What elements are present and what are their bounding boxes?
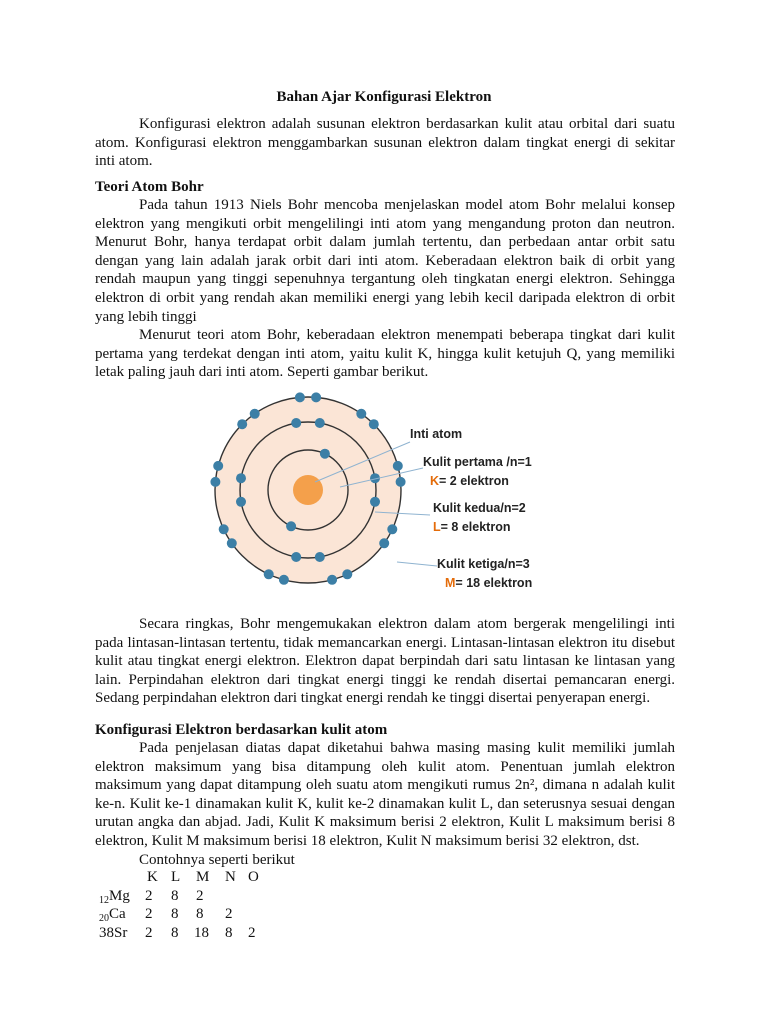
label-l-electrons (433, 520, 510, 534)
electron-shell-3 (396, 477, 406, 487)
cell-l: 8 (171, 887, 179, 904)
electron-shell-3 (237, 419, 247, 429)
header-m: M (196, 869, 210, 885)
electron-shell-2 (236, 473, 246, 483)
configuration-paragraphs (95, 739, 675, 869)
configuration-paragraph-1: Pada penjelasan diatas dapat diketahui bahwa masing masing kulit memiliki jumlah elektron maksimum yang bisa ditampung oleh kulit atom. Penentuan jumlah elektron maksimum yang dapat ditampung oleh suatu atom mengikuti rumus 2n², dimana n adalah kulit ke-n. Kulit ke-1 dinamakan kulit K, kulit ke-2 dinamakan kulit L, dan seterusnya sesuai dengan urutan angka dan abjad. Jadi, Kulit K maksimum berisi 2 elektron, Kulit L maksimum berisi 8 elektron, Kulit M maksimum berisi 18 elektron, Kulit N maksimum berisi 32 elektron, dst. (95, 740, 675, 849)
pointer-line-m (397, 562, 437, 566)
section-heading-bohr: Teori Atom Bohr (95, 179, 204, 195)
electron-shell-3 (369, 419, 379, 429)
label-k-electrons (430, 474, 509, 488)
label-nucleus: Inti atom (410, 427, 463, 441)
k-count: = 2 elektron (439, 474, 509, 488)
letter-m: M (445, 576, 456, 590)
electron-shell-2 (291, 418, 301, 428)
cell-k: 2 (145, 924, 153, 941)
cell-k: 2 (145, 887, 153, 904)
cell-k: 2 (145, 906, 153, 923)
cell-n: 2 (225, 906, 233, 923)
letter-l: L (433, 520, 441, 534)
electron-shell-3 (311, 392, 321, 402)
label-m-shell: Kulit ketiga/n=3 (437, 557, 530, 571)
electron-shell-3 (279, 575, 289, 585)
label-m-electrons (445, 576, 532, 590)
electron-shell-2 (315, 552, 325, 562)
electron-shell-3 (342, 569, 352, 579)
header-l: L (171, 869, 181, 885)
bohr-paragraph-1: Pada tahun 1913 Niels Bohr mencoba menjelaskan model atom Bohr melalui konsep elektron yang mengikuti orbit mengelilingi inti atom yang mengandung proton dan neutron. Menurut Bohr, hanya terdapat orbit dalam jumlah tertentu, dan perbedaan antar orbit satu dengan yang lain adalah jarak orbit dari inti atom. Keberadaan elektron baik di orbit yang rendah maupun yang tinggi sepenuhnya tergantung oleh tingkatan energi elektron. Sehingga elektron di orbit yang rendah akan memiliki energi yang lebih kecil daripada elektron di orbit yang lebih tinggi (95, 197, 675, 325)
symbol: Ca (109, 906, 126, 923)
electron-shell-3 (379, 538, 389, 548)
symbol: Mg (109, 887, 130, 904)
document-title: Bahan Ajar Konfigurasi Elektron (276, 89, 492, 105)
electron-shell-3 (356, 409, 366, 419)
bohr-paragraphs (95, 196, 675, 382)
intro-paragraph-block (95, 115, 675, 171)
electron-shell-2 (291, 552, 301, 562)
electron-shell-3 (210, 477, 220, 487)
electron-shell-2 (315, 418, 325, 428)
header-k: K (147, 869, 158, 885)
bohr-summary-block (95, 615, 675, 708)
atomic-number: 12 (99, 894, 109, 906)
intro-paragraph: Konfigurasi elektron adalah susunan elektron berdasarkan kulit atau orbital dari suatu atom. Konfigurasi elektron menggambarkan susunan elektron dalam tingkat energi di sekitar inti atom. (95, 116, 675, 170)
electron-shell-3 (295, 392, 305, 402)
electron-shell-3 (327, 575, 337, 585)
electron-shell-2 (370, 497, 380, 507)
bohr-atom-diagram (205, 392, 565, 604)
electron-shell-3 (387, 524, 397, 534)
label-k-shell: Kulit pertama /n=1 (423, 455, 532, 469)
cell-m: 8 (196, 906, 204, 923)
bohr-paragraph-2: Menurut teori atom Bohr, keberadaan elektron menempati beberapa tingkat dari kulit pertama yang terdekat dengan inti atom, yaitu kulit K, hingga kulit ketujuh Q, yang memiliki letak paling jauh dari inti atom. Seperti gambar berikut. (95, 327, 675, 381)
electron-shell-3 (219, 524, 229, 534)
element-symbol (99, 924, 127, 948)
m-count: = 18 elektron (455, 576, 533, 590)
example-intro: Contohnya seperti berikut (139, 851, 295, 868)
cell-m: 18 (194, 924, 209, 941)
symbol: 38Sr (99, 924, 128, 941)
cell-l: 8 (171, 906, 179, 923)
electron-shell-3 (264, 569, 274, 579)
nucleus (293, 475, 323, 505)
atomic-number: 20 (99, 913, 109, 925)
cell-n: 8 (225, 924, 233, 941)
electron-shell-1 (320, 449, 330, 459)
cell-o: 2 (248, 924, 256, 941)
electron-shell-3 (393, 461, 403, 471)
electron-shell-3 (213, 461, 223, 471)
electron-shell-3 (250, 409, 260, 419)
cell-m: 2 (196, 887, 204, 904)
label-l-shell: Kulit kedua/n=2 (433, 501, 526, 515)
letter-k: K (430, 474, 440, 488)
electron-shell-3 (227, 538, 237, 548)
header-o: O (248, 869, 259, 885)
header-n: N (225, 869, 236, 885)
section-heading-configuration: Konfigurasi Elektron berdasarkan kulit atom (95, 722, 388, 738)
l-count: = 8 elektron (440, 520, 511, 534)
cell-l: 8 (171, 924, 179, 941)
electron-shell-1 (286, 521, 296, 531)
bohr-paragraph-3: Secara ringkas, Bohr mengemukakan elektron dalam atom bergerak mengelilingi inti pada lintasan-lintasan tertentu, tidak memancarkan energi. Lintasan-lintasan elektron itu disebut kulit atau tingkat energi elektron. Elektron dapat berpindah dari satu lintasan ke lintasan yang lain. Perpindahan elektron dari tingkat energi tinggi ke rendah disertai pemancaran energi. Sedang perpindahan elektron dari tingkat energi rendah ke tinggi disertai penyerapan energi. (95, 616, 675, 707)
electron-shell-2 (236, 497, 246, 507)
